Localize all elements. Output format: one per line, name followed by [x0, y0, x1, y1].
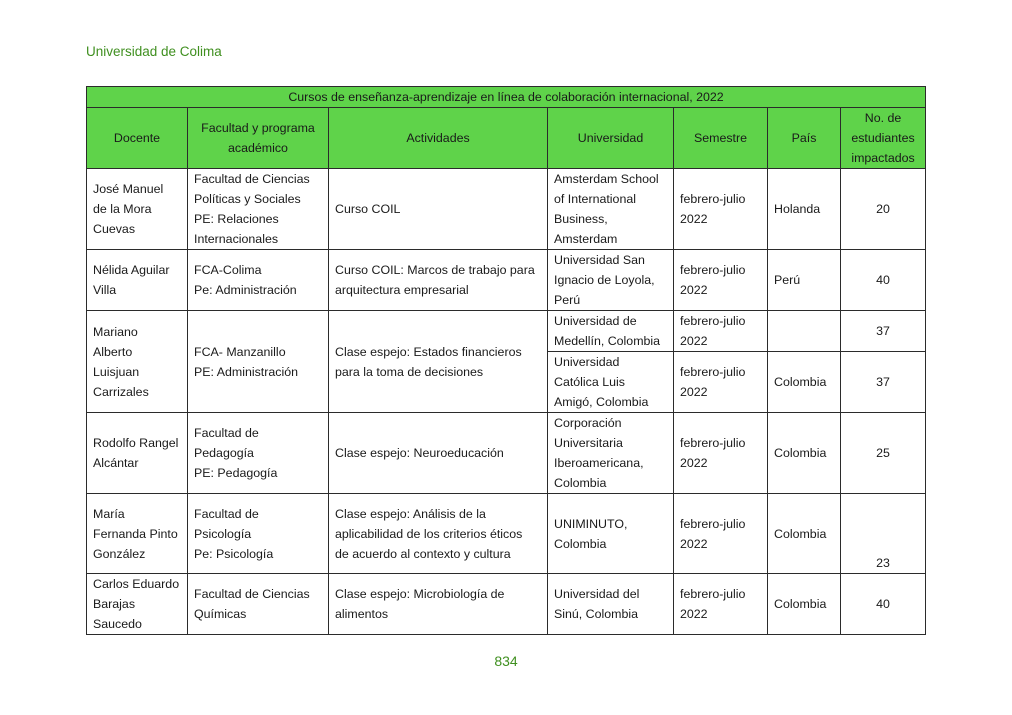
- cell-line: Clase espejo: Neuroeducación: [335, 446, 504, 460]
- cell-pais: Holanda: [768, 169, 841, 250]
- cell-pais: [768, 311, 841, 352]
- cell-actividades: [329, 311, 548, 413]
- cell-line: arquitectura empresarial: [335, 283, 469, 297]
- table-row: [87, 574, 926, 635]
- cell-line: Clase espejo: Microbiología de: [335, 587, 505, 601]
- cell-line: Facultad de: [194, 426, 259, 440]
- cell-line: of International: [554, 192, 636, 206]
- cell-line: 2022: [680, 536, 708, 551]
- cell-line: Universidad: [554, 355, 620, 369]
- cell-line: Colombia: [554, 536, 607, 551]
- cell-line: 2022: [680, 456, 708, 470]
- cell-line: José Manuel: [93, 182, 164, 196]
- cell-docente: [87, 169, 188, 250]
- cell-docente: [87, 413, 188, 494]
- cell-line: febrero-julio: [680, 436, 746, 450]
- cell-universidad: [548, 413, 674, 494]
- cell-line: Nélida Aguilar: [93, 263, 170, 277]
- cell-docente: [87, 311, 188, 413]
- cell-line: 2022: [680, 385, 708, 399]
- cell-line: UNIMINUTO,: [554, 516, 628, 531]
- cell-pais: Perú: [768, 250, 841, 311]
- cell-line: aplicabilidad de los criterios éticos: [335, 526, 523, 541]
- cell-facultad: [188, 169, 329, 250]
- cell-line: Ignacio de Loyola,: [554, 273, 655, 287]
- cell-line: FCA-Colima: [194, 263, 262, 277]
- cell-line: Clase espejo: Análisis de la: [335, 506, 486, 521]
- cell-line: Universidad de: [554, 314, 637, 328]
- cell-facultad: [188, 311, 329, 413]
- cell-facultad: [188, 250, 329, 311]
- table-row: [87, 413, 926, 494]
- cell-semestre: [674, 352, 768, 413]
- cell-line: Villa: [93, 283, 117, 297]
- column-header-estudiantes-line: No. de: [864, 111, 902, 125]
- cell-line: febrero-julio: [680, 516, 746, 531]
- cell-docente: [87, 494, 188, 574]
- cell-estudiantes: 37: [841, 352, 926, 413]
- table-row: [87, 250, 926, 311]
- cell-line: Curso COIL: [335, 202, 401, 216]
- cell-line: Amigó, Colombia: [554, 395, 649, 409]
- cell-estudiantes: 20: [841, 169, 926, 250]
- cell-line: Iberoamericana,: [554, 456, 644, 470]
- cell-line: Alberto: [93, 344, 133, 359]
- cell-semestre: [674, 311, 768, 352]
- cell-line: Corporación: [554, 416, 622, 430]
- cell-universidad: [548, 311, 674, 352]
- cell-line: Luisjuan: [93, 364, 140, 379]
- column-header-estudiantes: [841, 108, 926, 169]
- cell-line: para la toma de decisiones: [335, 364, 484, 379]
- cell-actividades: [329, 413, 548, 494]
- cell-semestre: [674, 413, 768, 494]
- cell-line: Pe: Psicología: [194, 546, 274, 561]
- cell-line: Universitaria: [554, 436, 623, 450]
- cell-docente: [87, 574, 188, 635]
- table-row: [87, 169, 926, 250]
- table-row: [87, 494, 926, 574]
- cell-line: PE: Administración: [194, 364, 298, 379]
- cell-estudiantes: 25: [841, 413, 926, 494]
- column-header-estudiantes-line: estudiantes: [851, 131, 915, 145]
- document-header-title: Universidad de Colima: [86, 44, 222, 59]
- cell-line: Curso COIL: Marcos de trabajo para: [335, 263, 535, 277]
- cell-line: febrero-julio: [680, 587, 746, 601]
- cell-semestre: [674, 169, 768, 250]
- cell-line: Amsterdam School: [554, 172, 659, 186]
- cell-line: Universidad San: [554, 253, 645, 267]
- column-header-facultad-line: Facultad y programa: [201, 121, 315, 135]
- cell-line: febrero-julio: [680, 365, 746, 379]
- cell-line: Amsterdam: [554, 232, 618, 246]
- cell-facultad: [188, 413, 329, 494]
- cell-semestre: [674, 494, 768, 574]
- cell-line: Fernanda Pinto: [93, 526, 178, 541]
- cell-line: 2022: [680, 334, 708, 348]
- cell-actividades: [329, 574, 548, 635]
- cell-line: 2022: [680, 607, 708, 621]
- cell-pais: Colombia: [768, 494, 841, 574]
- column-header-pais: País: [768, 108, 841, 169]
- cell-line: Carrizales: [93, 384, 149, 399]
- cell-universidad: [548, 352, 674, 413]
- cell-line: de acuerdo al contexto y cultura: [335, 546, 511, 561]
- cell-line: Facultad de Ciencias: [194, 587, 310, 601]
- cell-line: Universidad del: [554, 587, 640, 601]
- cell-line: 2022: [680, 212, 708, 226]
- cell-docente: [87, 250, 188, 311]
- cell-estudiantes: 40: [841, 574, 926, 635]
- cell-line: Sinú, Colombia: [554, 607, 639, 621]
- cell-line: Facultad de Ciencias: [194, 172, 310, 186]
- cell-facultad: [188, 574, 329, 635]
- cell-line: María: [93, 506, 125, 521]
- cell-universidad: [548, 494, 674, 574]
- cell-line: Facultad de: [194, 506, 259, 521]
- cell-line: Alcántar: [93, 456, 139, 470]
- cell-line: Clase espejo: Estados financieros: [335, 344, 522, 359]
- cell-semestre: [674, 574, 768, 635]
- cell-line: Saucedo: [93, 617, 142, 631]
- cell-line: Católica Luis: [554, 375, 625, 389]
- cell-line: Barajas: [93, 597, 136, 611]
- cell-line: FCA- Manzanillo: [194, 344, 286, 359]
- cell-line: González: [93, 546, 146, 561]
- column-header-semestre: Semestre: [674, 108, 768, 169]
- cell-line: Carlos Eduardo: [93, 577, 180, 591]
- cell-line: Pe: Administración: [194, 283, 297, 297]
- cell-line: PE: Relaciones: [194, 212, 279, 226]
- cell-line: febrero-julio: [680, 263, 746, 277]
- cell-line: de la Mora: [93, 202, 152, 216]
- cell-line: alimentos: [335, 607, 389, 621]
- column-header-facultad-line: académico: [228, 141, 288, 155]
- cell-universidad: [548, 250, 674, 311]
- cell-line: Medellín, Colombia: [554, 334, 661, 348]
- table-row: [87, 311, 926, 352]
- cell-actividades: [329, 250, 548, 311]
- column-header-facultad: [188, 108, 329, 169]
- cell-line: Políticas y Sociales: [194, 192, 301, 206]
- cell-actividades: [329, 169, 548, 250]
- cell-estudiantes: 37: [841, 311, 926, 352]
- column-header-estudiantes-line: impactados: [851, 151, 915, 165]
- cell-line: febrero-julio: [680, 192, 746, 206]
- cell-line: 2022: [680, 283, 708, 297]
- cell-pais: Colombia: [768, 413, 841, 494]
- cell-line: PE: Pedagogía: [194, 466, 278, 480]
- cell-universidad: [548, 169, 674, 250]
- cell-line: Rodolfo Rangel: [93, 436, 179, 450]
- table-caption: Cursos de enseñanza-aprendizaje en línea de colaboración internacional, 2022: [87, 87, 926, 108]
- cell-estudiantes: 40: [841, 250, 926, 311]
- cell-pais: Colombia: [768, 574, 841, 635]
- cell-line: febrero-julio: [680, 314, 746, 328]
- cell-line: Internacionales: [194, 232, 279, 246]
- page-number: 834: [494, 653, 518, 669]
- cell-pais: Colombia: [768, 352, 841, 413]
- cell-semestre: [674, 250, 768, 311]
- cell-actividades: [329, 494, 548, 574]
- cell-line: Colombia: [554, 476, 607, 490]
- cell-estudiantes: 23: [841, 494, 926, 574]
- cell-line: Cuevas: [93, 222, 136, 236]
- cell-facultad: [188, 494, 329, 574]
- cell-line: Mariano: [93, 324, 138, 339]
- column-header-universidad: Universidad: [548, 108, 674, 169]
- international-courses-table: [86, 86, 926, 635]
- column-header-docente: Docente: [87, 108, 188, 169]
- cell-universidad: [548, 574, 674, 635]
- cell-line: Perú: [554, 293, 581, 307]
- column-header-actividades: Actividades: [329, 108, 548, 169]
- cell-line: Psicología: [194, 526, 252, 541]
- cell-line: Pedagogía: [194, 446, 254, 460]
- cell-line: Business,: [554, 212, 608, 226]
- cell-line: Químicas: [194, 607, 247, 621]
